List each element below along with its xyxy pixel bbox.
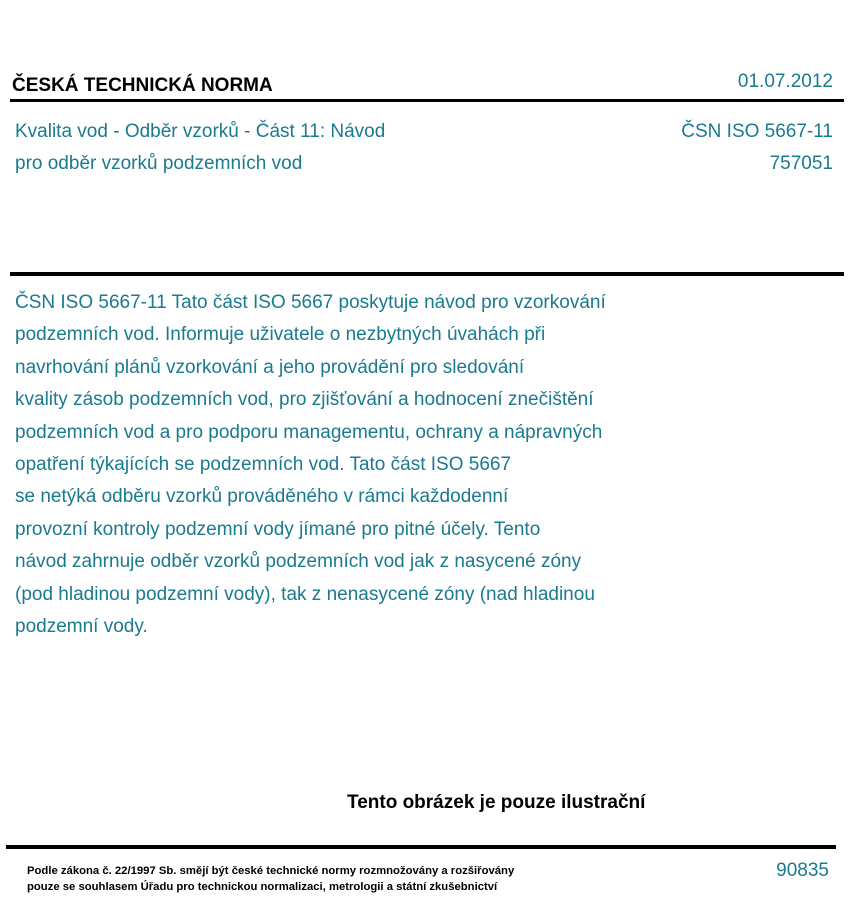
standard-title — [15, 116, 385, 180]
standard-code: ČSN ISO 5667-11 — [681, 121, 833, 142]
footer-divider — [6, 845, 836, 849]
header-divider — [10, 99, 844, 102]
abstract-line: kvality zásob podzemních vod, pro zjišťování a hodnocení znečištění — [15, 389, 594, 411]
abstract-line: navrhování plánů vzorkování a jeho provádění pro sledování — [15, 356, 525, 378]
standard-title-line: pro odběr vzorků podzemních vod — [15, 153, 303, 174]
legal-notice — [27, 863, 514, 895]
standard-identifiers — [681, 116, 833, 180]
catalog-number: 90835 — [776, 860, 829, 881]
abstract-line: podzemní vody. — [15, 616, 148, 638]
class-number: 757051 — [769, 153, 833, 174]
abstract-line: ČSN ISO 5667-11 Tato část ISO 5667 poskytuje návod pro vzorkování — [15, 292, 606, 313]
standard-title-line: Kvalita vod - Odběr vzorků - Část 11: Návod — [15, 121, 386, 142]
abstract-line: opatření týkajících se podzemních vod. Tato část ISO 5667 — [15, 454, 512, 476]
abstract-line: podzemních vod a pro podporu managementu, ochrany a nápravných — [15, 421, 603, 443]
abstract-text — [15, 287, 715, 643]
section-divider — [10, 272, 844, 276]
abstract-line: (pod hladinou podzemní vody), tak z nenasycené zóny (nad hladinou — [15, 583, 595, 605]
document-type-heading: ČESKÁ TECHNICKÁ NORMA — [12, 75, 273, 96]
legal-line: Podle zákona č. 22/1997 Sb. smějí být české technické normy rozmnožovány a rozšiřovány — [27, 865, 515, 877]
abstract-line: se netýká odběru vzorků prováděného v rámci každodenní — [15, 486, 509, 508]
abstract-line: provozní kontroly podzemní vody jímané pro pitné účely. Tento — [15, 518, 541, 540]
illustration-notice: Tento obrázek je pouze ilustrační — [347, 792, 646, 813]
publication-date: 01.07.2012 — [737, 71, 833, 92]
abstract-line: návod zahrnuje odběr vzorků podzemních vod jak z nasycené zóny — [15, 551, 582, 573]
legal-line: pouze se souhlasem Úřadu pro technickou normalizaci, metrologii a státní zkušebnictví — [27, 881, 498, 893]
abstract-line: podzemních vod. Informuje uživatele o nezbytných úvahách při — [15, 324, 546, 346]
